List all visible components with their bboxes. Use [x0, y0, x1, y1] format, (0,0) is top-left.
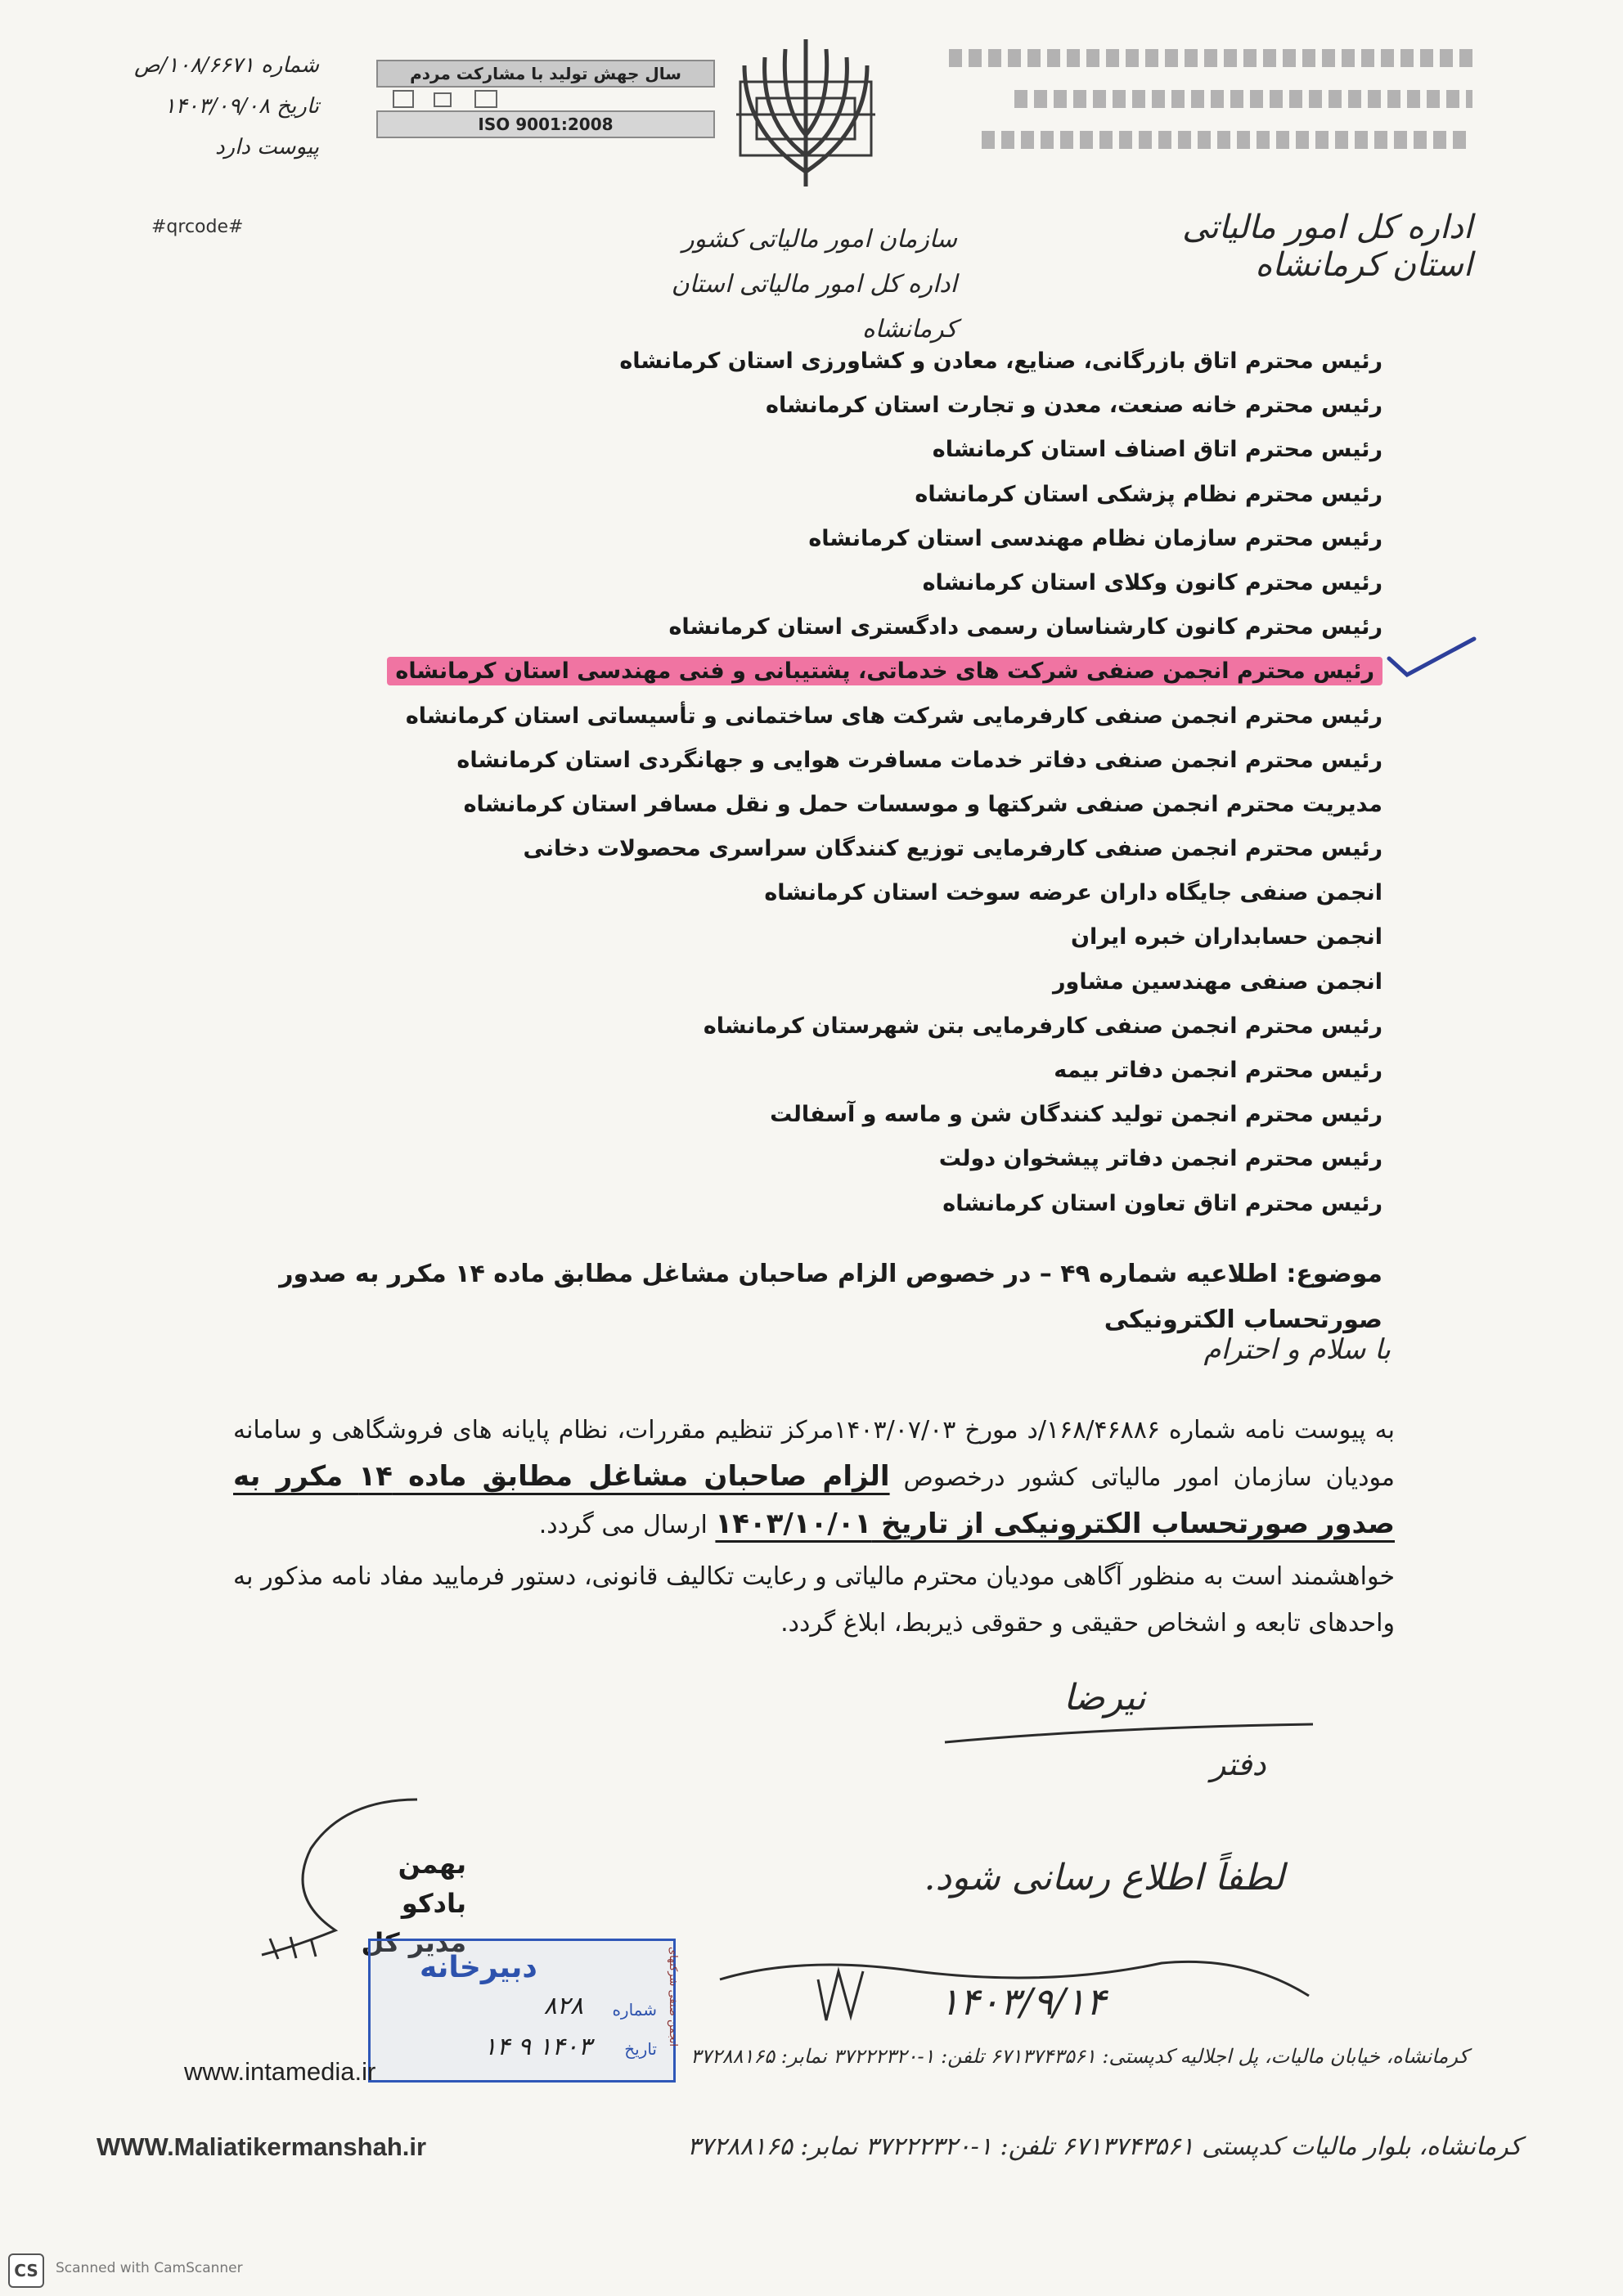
check-mark-icon: [1382, 634, 1481, 683]
greeting-handwritten: با سلام و احترام: [1203, 1333, 1391, 1366]
body-paragraph-1: به پیوست نامه شماره ۱۶۸/۴۶۸۸۶/د مورخ ۱۴۰۳/۰۷/۰۳مرکز تنظیم مقررات، نظام پایانه های فروشگاهی و سامانه مودیان سازمان امور مالیاتی کشور درخصوص الزام صاحبان مشاغل مطابق ماده ۱۴ مکرر به صدور صورتحساب الکترونیکی از تاریخ ۱۴۰۳/۱۰/۰۱ ارسال می گردد.: [233, 1416, 1396, 1540]
ministry-line: [1014, 90, 1472, 108]
stamp-date-value: ۱۴۰۳ ۹ ۱۴: [483, 2033, 591, 2061]
department-title-handwritten: اداره کل امور مالیاتی استان کرمانشاه: [1182, 209, 1472, 284]
stamp-date-label: تاریخ: [624, 2039, 657, 2059]
manager-title: مدیر کل: [361, 1927, 466, 1958]
website-link-intamedia[interactable]: www.intamedia.ir: [184, 2057, 376, 2086]
letter-subject: موضوع: اطلاعیه شماره ۴۹ – در خصوص الزام صاحبان مشاغل مطابق ماده ۱۴ مکرر به صدور صورتحساب الکترونیکی: [279, 1260, 1382, 1334]
recipient-item: انجمن صنفی مهندسین مشاور: [1053, 968, 1382, 995]
stamp-number-value: ۸۲۸: [543, 1992, 583, 2020]
scanner-text: Scanned with CamScanner: [56, 2260, 243, 2276]
iran-emblem-icon: [728, 33, 883, 192]
organization-header: [671, 217, 957, 352]
recipient-item: رئیس محترم انجمن صنفی کارفرمایی شرکت های ساختمانی و تأسیساتی استان کرمانشاه: [405, 703, 1382, 729]
manager-name: بهمن بادکو: [398, 1849, 466, 1919]
body-paragraph-2: خواهشمند است به منظور آگاهی مودیان محترم مالیاتی و رعایت تکالیف قانونی، دستور فرمایید مفاد نامه مذکور به واحدهای تابعه و اشخاص حقیقی و حقوقی ذیربط، ابلاغ گردد.: [233, 1562, 1395, 1638]
recipient-item: رئیس محترم خانه صنعت، معدن و تجارت استان کرمانشاه: [766, 393, 1382, 419]
slogan-bar: سال جهش تولید با مشارکت مردم: [376, 60, 715, 88]
banner-cube-icon: [434, 92, 452, 107]
letter-attachment: پیوست دارد: [214, 135, 319, 160]
footer-address: کرمانشاه، خیابان مالیات، پل اجلالیه کدپستی: ۶۷۱۳۷۴۳۵۶۱ تلفن: ۱-۳۷۲۲۲۳۲۰ نمابر: ۳۷۲۸۸۱۶۵: [690, 2045, 1468, 2068]
recipient-list: [395, 339, 1382, 1226]
banner-cube-icon: [474, 90, 497, 108]
recipient-item-highlighted: رئیس محترم انجمن صنفی شرکت های خدماتی، پشتیبانی و فنی مهندسی استان کرمانشاه: [491, 649, 1382, 694]
stamp-title: دبیرخانه: [420, 1951, 537, 1984]
qrcode-placeholder: #qrcode#: [151, 217, 244, 237]
handwritten-date: ۱۴۰۳/۹/۱۴: [939, 1979, 1106, 2024]
ministry-header-lines: [900, 49, 1472, 172]
recipient-item: رئیس محترم انجمن دفاتر پیشخوان دولت: [938, 1146, 1382, 1172]
ministry-line: [982, 131, 1472, 149]
banner-cube-icon: [393, 90, 414, 108]
recipient-item: انجمن صنفی جایگاه داران عرضه سوخت استان کرمانشاه: [764, 880, 1382, 906]
recipient-item: رئیس محترم اتاق بازرگانی، صنایع، معادن و کشاورزی استان کرمانشاه: [619, 348, 1382, 374]
signature-underline: [941, 1718, 1317, 1750]
recipient-item: رئیس محترم انجمن تولید کنندگان شن و ماسه و آسفالت: [770, 1102, 1382, 1128]
organization-name: سازمان امور مالیاتی کشور: [682, 225, 957, 254]
recipient-item: انجمن حسابداران خبره ایران: [1070, 924, 1382, 950]
recipient-item: رئیس محترم انجمن دفاتر بیمه: [1054, 1058, 1382, 1083]
body-emphasis: الزام صاحبان مشاغل مطابق ماده ۱۴ مکرر به صدور صورتحساب الکترونیکی از تاریخ ۱۴۰۳/۱۰/۰۱: [233, 1460, 1395, 1540]
slogan-banner: [376, 45, 720, 155]
stamp-number-label: شماره: [612, 2000, 657, 2020]
handwritten-note: لطفاً اطلاع رسانی شود.: [924, 1857, 1284, 1898]
recipient-item: رئیس محترم کانون وکلای استان کرمانشاه: [922, 569, 1382, 595]
footer-contacts: کرمانشاه، بلوار مالیات کدپستی ۶۷۱۳۷۴۳۵۶۱ تلفن: ۱-۳۷۲۲۲۳۲۰ نمابر: ۳۷۲۸۸۱۶۵: [686, 2132, 1522, 2161]
recipient-item: رئیس محترم انجمن صنفی کارفرمایی بتن شهرستان کرمانشاه: [703, 1013, 1382, 1039]
camscanner-icon: CS: [8, 2253, 44, 2288]
recipient-item: رئیس محترم انجمن صنفی کارفرمایی توزیع کنندگان سراسری محصولات دخانی: [523, 836, 1382, 862]
letter-body: [233, 1407, 1395, 1647]
recipient-item: رئیس محترم سازمان نظام مهندسی استان کرمانشاه: [808, 525, 1382, 551]
secretariat-stamp: [368, 1939, 676, 2083]
recipient-item: رئیس محترم کانون کارشناسان رسمی دادگستری استان کرمانشاه: [668, 614, 1382, 640]
ministry-line: [949, 49, 1472, 67]
organization-department: اداره کل امور مالیاتی استان کرمانشاه: [671, 270, 957, 344]
recipient-item: رئیس محترم اتاق اصناف استان کرمانشاه: [932, 437, 1382, 463]
stamp-side-text: انجمن صنفی شرکتهای: [667, 1947, 679, 2047]
letter-number: شماره ۱۰۸/۶۶۷۱/ص: [134, 53, 319, 78]
recipient-item: مدیریت محترم انجمن صنفی شرکتها و موسسات حمل و نقل مسافر استان کرمانشاه: [463, 791, 1382, 817]
letter-meta: [106, 45, 319, 168]
recipient-item: رئیس محترم انجمن صنفی دفاتر خدمات مسافرت هوایی و جهانگردی استان کرمانشاه: [456, 747, 1382, 773]
recipient-item: رئیس محترم اتاق تعاون استان کرمانشاه: [942, 1190, 1382, 1216]
iso-bar: ISO 9001:2008: [376, 110, 715, 138]
letter-date: تاریخ ۱۴۰۳/۰۹/۰۸: [164, 94, 319, 119]
recipient-item: رئیس محترم نظام پزشکی استان کرمانشاه: [915, 481, 1382, 507]
website-link-maliati[interactable]: WWW.Maliatikermanshah.ir: [97, 2132, 427, 2161]
handwritten-role: دفتر: [1211, 1746, 1266, 1782]
handwritten-signature-name: نیرضا: [1063, 1677, 1146, 1719]
